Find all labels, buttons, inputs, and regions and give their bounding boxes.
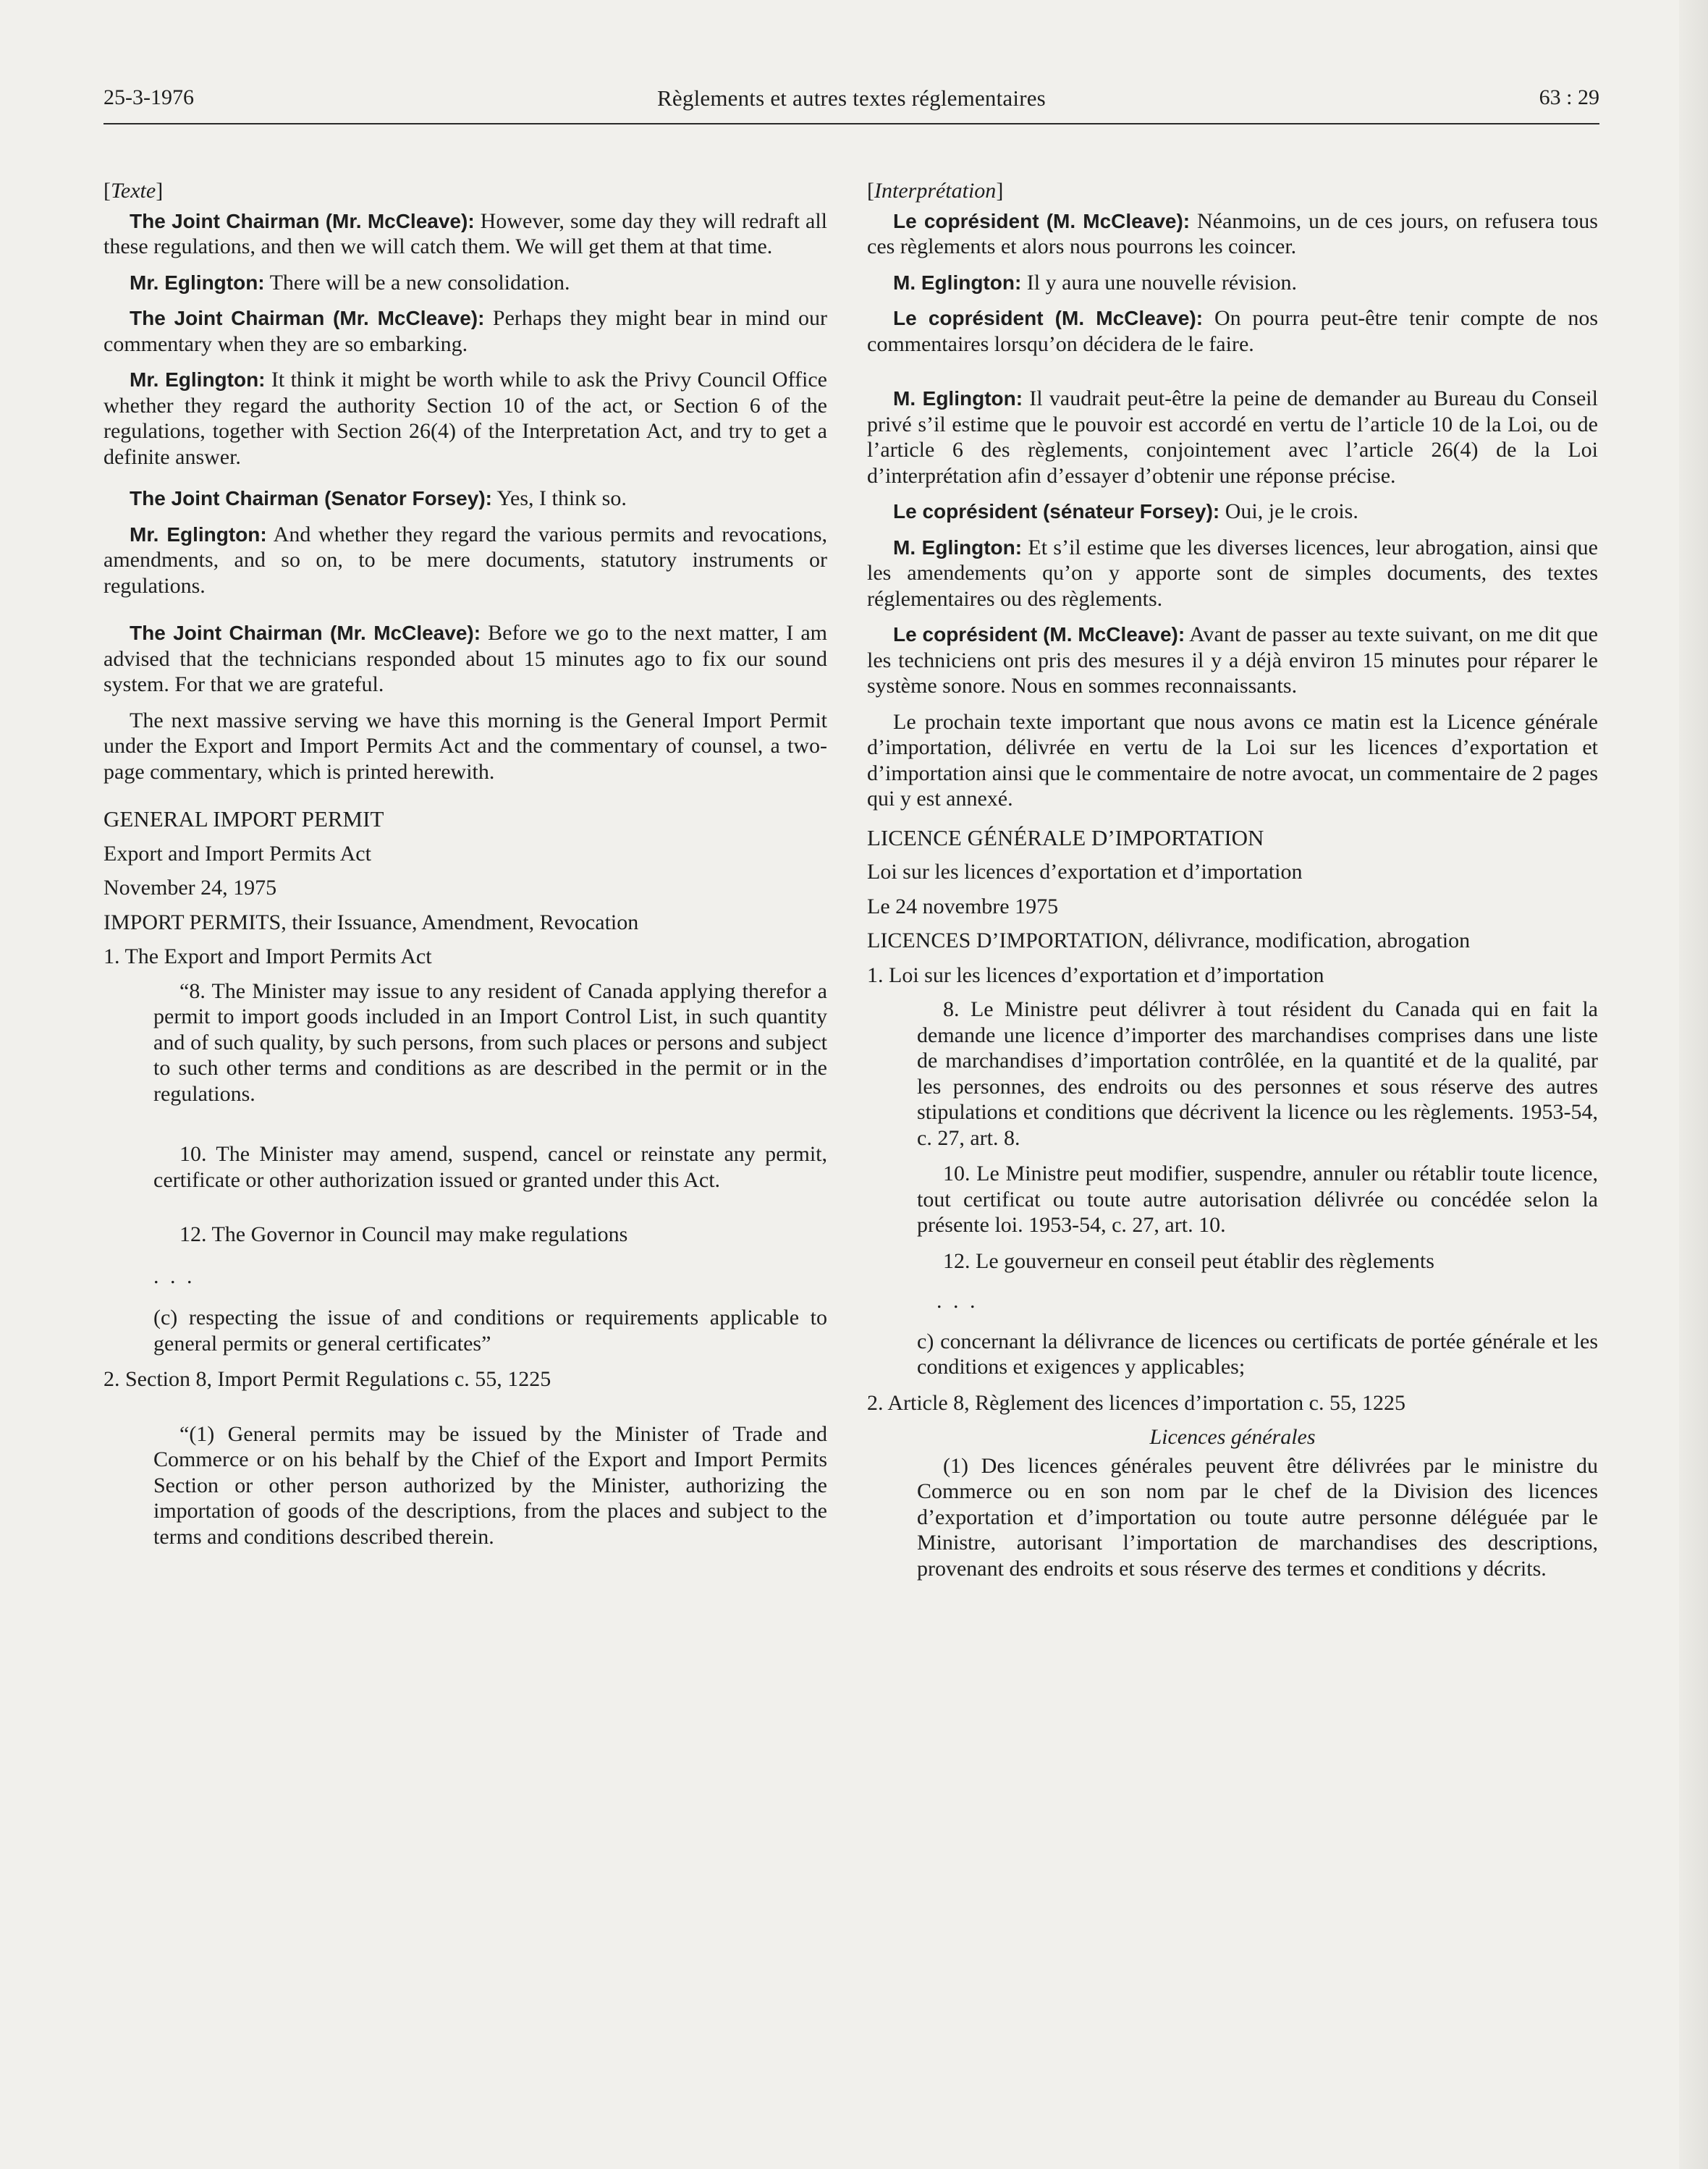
- subheading: Licences générales: [1149, 1425, 1316, 1449]
- act-title: Loi sur les licences d’exportation et d’importation: [867, 860, 1303, 884]
- paragraph: The Joint Chairman (Mr. McCleave): Perhaps they might bear in mind our commentary when they are so embarking.: [103, 306, 827, 356]
- paragraph: The next massive serving we have this morning is the General Import Permit under the Export and Import Permits Act and the commentary of counsel, a two-page commentary, which is printed herewith.: [103, 708, 827, 784]
- paragraph: Le coprésident (M. McCleave): Néanmoins, un de ces jours, on refusera tous ces règlements et alors nous pourrons les coincer.: [867, 208, 1598, 258]
- speaker: M. Eglington:: [893, 536, 1023, 559]
- section-12-quote: 12. The Governor in Council may make regulations: [179, 1222, 628, 1246]
- speaker: Le coprésident (M. McCleave):: [893, 209, 1191, 232]
- speaker: The Joint Chairman (Mr. McCleave):: [130, 307, 485, 329]
- act-title: Export and Import Permits Act: [103, 841, 371, 866]
- section-8-quote: 8. Le Ministre peut délivrer à tout résident du Canada qui en fait la demande une licence d’importer des marchandises comprises dans une liste de marchandises d’importation contrôlée, en la quantité et de la qualité, par les personnes, des endroits ou des personnes et sous réserve des autres stipulations et conditions que décrivent la licence ou les règlements. 1953-54, c. 27, art. 8.: [917, 997, 1598, 1150]
- permit-heading: GENERAL IMPORT PERMIT: [103, 806, 384, 832]
- section-12c-quote: (c) respecting the issue of and conditions or requirements applicable to general permits or general certificates”: [153, 1306, 827, 1356]
- section-8-quote: “8. The Minister may issue to any resident of Canada applying therefor a permit to import goods included in an Import Control List, in such quantity and of such quality, by such persons, from such places or persons and subject to such other terms and conditions as are described in the permit or in the regulations.: [153, 978, 827, 1106]
- list-item: 2. Section 8, Import Permit Regulations c. 55, 1225: [103, 1367, 551, 1391]
- regulation-quote: “(1) General permits may be issued by the Minister of Trade and Commerce or on his behalf by the Chief of the Export and Import Permits Section or other person authorized by the Minister, authorizing the importation of goods of the descriptions, from the places and subject to the terms and conditions described therein.: [153, 1421, 827, 1549]
- page-edge: [1679, 0, 1708, 2169]
- paragraph: Mr. Eglington: There will be a new consolidation.: [130, 270, 570, 295]
- list-item: 2. Article 8, Règlement des licences d’importation c. 55, 1225: [867, 1390, 1405, 1415]
- permit-subject: IMPORT PERMITS, their Issuance, Amendment, Revocation: [103, 910, 639, 934]
- speaker: The Joint Chairman (Mr. McCleave):: [130, 209, 475, 232]
- permit-subject: LICENCES D’IMPORTATION, délivrance, modification, abrogation: [867, 929, 1471, 952]
- permit-date: November 24, 1975: [103, 876, 277, 900]
- section-10-quote: 10. Le Ministre peut modifier, suspendre, annuler ou rétablir toute licence, tout certificat ou toute autre autorisation délivrée ou concédée selon la présente loi. 1953-54, c. 27, art. 10.: [917, 1162, 1598, 1237]
- paragraph: The Joint Chairman (Mr. McCleave): Before we go to the next matter, I am advised that the technicians responded about 15 minutes ago to fix our sound system. For that we are grateful.: [103, 621, 827, 696]
- header-page-number: 63 : 29: [1539, 85, 1599, 109]
- speaker: Le coprésident (M. McCleave):: [893, 623, 1185, 646]
- paragraph: Mr. Eglington: And whether they regard the various permits and revocations, amendments, and so on, to be mere documents, statutory instruments or regulations.: [103, 522, 827, 598]
- paragraph: Le coprésident (sénateur Forsey): Oui, je le crois.: [893, 499, 1358, 523]
- list-item: 1. Loi sur les licences d’exportation et d’importation: [867, 963, 1324, 987]
- header-rule: [103, 123, 1599, 124]
- speaker: The Joint Chairman (Mr. McCleave):: [130, 622, 481, 644]
- speaker: Le coprésident (sénateur Forsey):: [893, 500, 1220, 523]
- regulation-quote: (1) Des licences générales peuvent être délivrées par le ministre du Commerce ou en son nom par le chef de la Division des licences d’exportation et d’importation ou toute autre personne déléguée par le Ministre, autorisant l’importation de marchandises des descriptions, provenant des endroits et sous réserve des termes et conditions y décrits.: [917, 1453, 1598, 1581]
- section-12-quote: 12. Le gouverneur en conseil peut établir des règlements: [943, 1248, 1434, 1273]
- speaker: M. Eglington:: [893, 271, 1022, 294]
- permit-heading: LICENCE GÉNÉRALE D’IMPORTATION: [867, 824, 1264, 850]
- permit-date: Le 24 novembre 1975: [867, 894, 1059, 918]
- header-date: 25-3-1976: [103, 85, 194, 109]
- speaker: Mr. Eglington:: [130, 523, 267, 546]
- paragraph: Le coprésident (M. McCleave): On pourra peut-être tenir compte de nos commentaires lorsqu’on décidera de le faire.: [867, 306, 1598, 356]
- paragraph: M. Eglington: Il y aura une nouvelle révision.: [893, 270, 1298, 295]
- speaker: Mr. Eglington:: [130, 368, 266, 391]
- paragraph: M. Eglington: Il vaudrait peut-être la peine de demander au Bureau du Conseil privé s’il estime que le pouvoir est accordé en vertu de l’article 10 de la Loi, ou de l’article 6 des règlements, conjointement avec l’article 26(4) de la Loi d’interprétation afin d’essayer d’obtenir une réponse précise.: [867, 386, 1598, 488]
- paragraph: Le coprésident (M. McCleave): Avant de passer au texte suivant, on me dit que les techniciens ont pris des mesures il y a déjà environ 15 minutes pour réparer le système sonore. Nous en sommes reconnaissants.: [867, 622, 1598, 698]
- ellipsis: . . .: [153, 1264, 195, 1288]
- paragraph: Mr. Eglington: It think it might be worth while to ask the Privy Council Office whether they regard the authority Section 10 of the act, or Section 6 of the regulations, together with Section 26(4) of the Interpretation Act, and try to get a definite answer.: [103, 368, 827, 469]
- speaker: Mr. Eglington:: [130, 271, 265, 294]
- speaker: M. Eglington:: [893, 387, 1023, 410]
- paragraph: M. Eglington: Et s’il estime que les diverses licences, leur abrogation, ainsi que les amendements qu’on y apporte sont de simples documents, des textes réglementaires ou des règlements.: [867, 535, 1598, 611]
- paragraph: Le prochain texte important que nous avons ce matin est la Licence générale d’importation, délivrée en vertu de la Loi sur les licences d’exportation et d’importation ainsi que le commentaire de notre avocat, un commentaire de 2 pages qui y est annexé.: [867, 709, 1598, 811]
- section-10-quote: 10. The Minister may amend, suspend, cancel or reinstate any permit, certificate or other authorization issued or granted under this Act.: [153, 1142, 827, 1192]
- section-tag: [Interprétation]: [867, 179, 1004, 203]
- speaker: Le coprésident (M. McCleave):: [893, 307, 1204, 329]
- english-column: [103, 178, 827, 1560]
- speaker: The Joint Chairman (Senator Forsey):: [130, 487, 492, 510]
- running-head: [103, 85, 1599, 122]
- section-12c-quote: c) concernant la délivrance de licences ou certificats de portée générale et les conditions et exigences y applicables;: [917, 1329, 1598, 1379]
- ellipsis: . . .: [937, 1289, 978, 1313]
- list-item: 1. The Export and Import Permits Act: [103, 944, 432, 968]
- paragraph: The Joint Chairman (Senator Forsey): Yes, I think so.: [130, 486, 627, 510]
- french-column: [867, 178, 1598, 1591]
- paragraph: The Joint Chairman (Mr. McCleave): However, some day they will redraft all these regulations, and then we will catch them. We will get them at that time.: [103, 208, 827, 258]
- section-tag: [Texte]: [103, 179, 164, 203]
- header-title: Règlements et autres textes réglementaires: [657, 85, 1046, 111]
